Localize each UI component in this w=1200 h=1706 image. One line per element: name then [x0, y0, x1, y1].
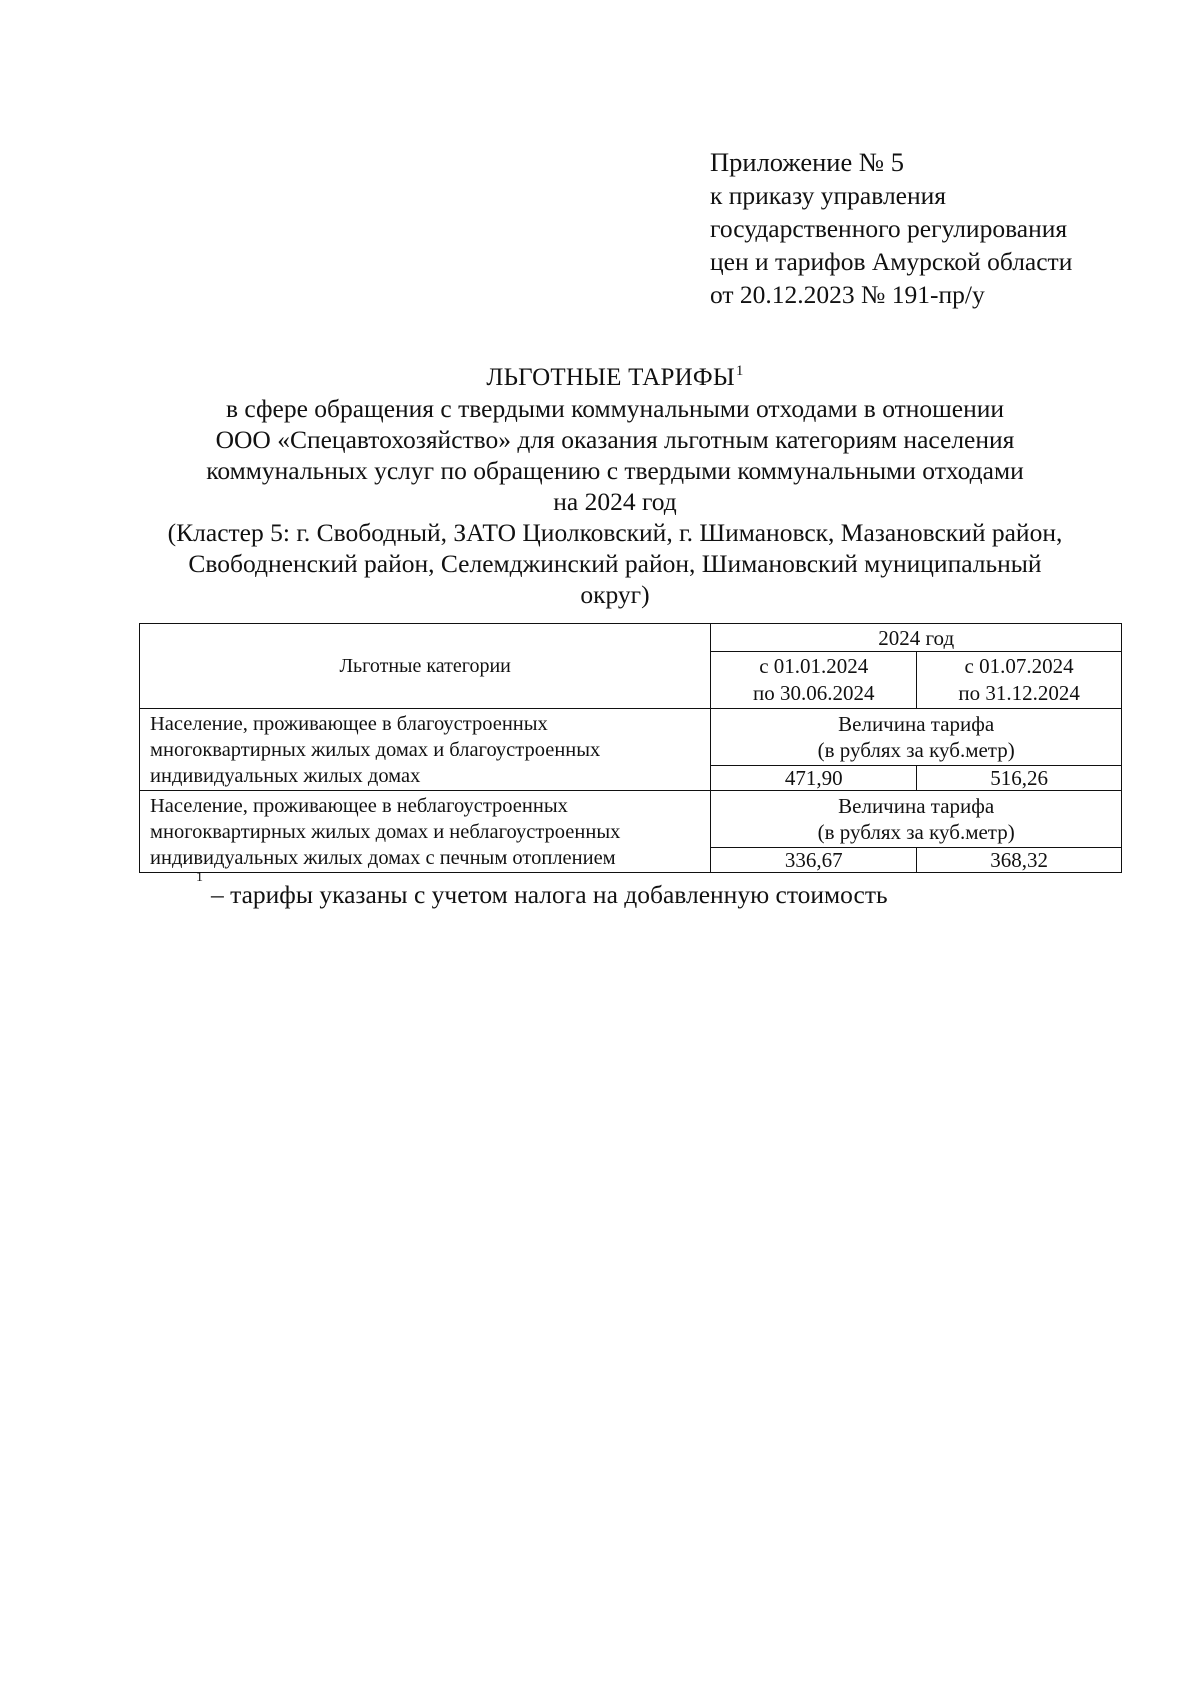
category-text-line: индивидуальных жилых домах: [150, 765, 421, 787]
title-footnote-mark: 1: [735, 363, 744, 379]
cluster-line: округ): [580, 580, 650, 609]
table-header-row: [140, 624, 1122, 652]
footnote: [196, 870, 888, 910]
category-text-line: Население, проживающее в неблагоустроенных: [150, 795, 568, 817]
unit-cell: [711, 791, 1122, 848]
unit-measure: (в рублях за куб.метр): [817, 738, 1015, 762]
cluster-line: (Кластер 5: г. Свободный, ЗАТО Циолковский, г. Шимановск, Мазановский район,: [167, 518, 1063, 547]
period-start: с 01.01.2024: [759, 654, 869, 678]
header-category: Льготные категории: [140, 624, 711, 709]
unit-label: Величина тарифа: [838, 794, 995, 818]
header-period-2: [917, 652, 1122, 709]
cluster-line: Свободненский район, Селемджинский район, Шимановский муниципальный: [188, 549, 1042, 578]
header-period-1: [711, 652, 917, 709]
subtitle-line: ООО «Спецавтохозяйство» для оказания льготным категориям населения: [215, 425, 1015, 454]
document-title: [120, 362, 1110, 393]
appendix-ref-line: цен и тарифов Амурской области: [710, 247, 1073, 276]
category-text-line: индивидуальных жилых домах с печным отоплением: [150, 847, 616, 869]
category-cell: [140, 791, 711, 873]
period-end: по 30.06.2024: [753, 681, 875, 705]
appendix-ref-line: государственного регулирования: [710, 214, 1068, 243]
unit-label: Величина тарифа: [838, 712, 995, 736]
tariff-value-period-1: 336,67: [711, 848, 917, 873]
table-row: [140, 709, 1122, 766]
document-title-block: [120, 362, 1110, 610]
unit-cell: [711, 709, 1122, 766]
category-cell: [140, 709, 711, 791]
category-text-line: многоквартирных жилых домах и неблагоустроенных: [150, 821, 621, 843]
tariff-value-period-1: 471,90: [711, 766, 917, 791]
footnote-text: – тарифы указаны с учетом налога на добавленную стоимость: [211, 880, 888, 909]
period-start: с 01.07.2024: [964, 654, 1074, 678]
tariff-value-period-2: 516,26: [917, 766, 1122, 791]
header-year: 2024 год: [711, 624, 1122, 652]
footnote-mark: 1: [196, 870, 203, 885]
tariff-value-period-2: 368,32: [917, 848, 1122, 873]
subtitle-line: в сфере обращения с твердыми коммунальными отходами в отношении: [225, 394, 1005, 423]
category-text-line: многоквартирных жилых домах и благоустроенных: [150, 739, 601, 761]
unit-measure: (в рублях за куб.метр): [817, 820, 1015, 844]
period-end: по 31.12.2024: [958, 681, 1080, 705]
table-row: [140, 791, 1122, 848]
category-text-line: Население, проживающее в благоустроенных: [150, 713, 548, 735]
tariffs-table: [139, 623, 1122, 873]
subtitle-year: на 2024 год: [553, 487, 677, 516]
appendix-order-date: от 20.12.2023 № 191-пр/у: [710, 280, 985, 309]
document-title-text: ЛЬГОТНЫЕ ТАРИФЫ: [486, 364, 735, 391]
appendix-number: Приложение № 5: [710, 147, 905, 177]
appendix-header: [710, 146, 1072, 311]
appendix-ref-line: к приказу управления: [710, 181, 947, 210]
subtitle-line: коммунальных услуг по обращению с твердыми коммунальными отходами: [206, 456, 1024, 485]
